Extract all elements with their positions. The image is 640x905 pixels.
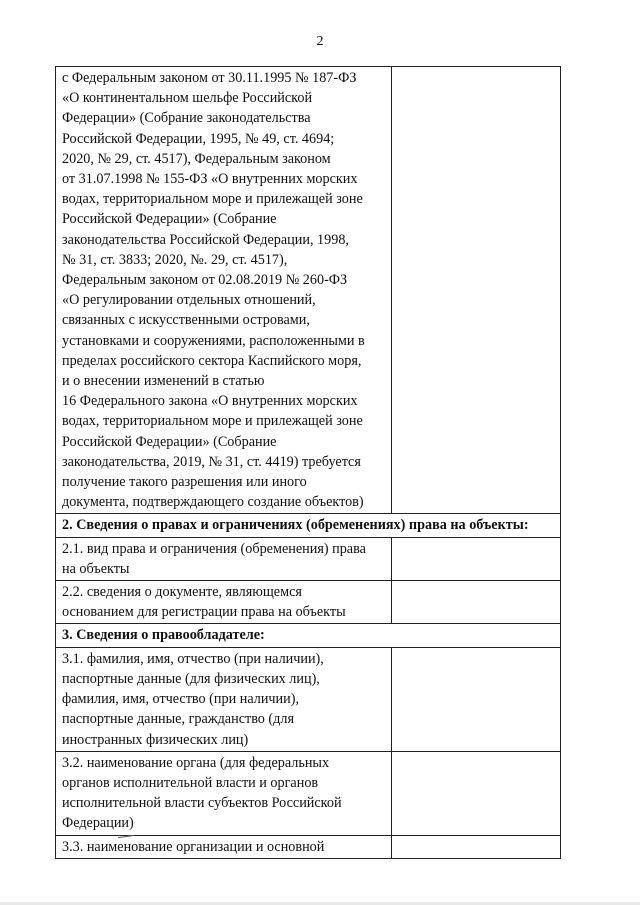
field-label-line: 2.2. сведения о документе, являющемся bbox=[62, 584, 302, 601]
field-label-line: получение такого разрешения или иного bbox=[62, 474, 307, 491]
field-label-line: 3.3. наименование организации и основной bbox=[62, 838, 325, 855]
field-value-cell bbox=[392, 647, 561, 751]
field-label-line: с Федеральным законом от 30.11.1995 № 187-ФЗ bbox=[62, 70, 357, 86]
field-label-line: 3.2. наименование органа (для федеральных bbox=[62, 754, 330, 771]
field-label-line: и о внесении изменений в статью bbox=[62, 373, 265, 390]
field-label-cell bbox=[56, 67, 392, 514]
field-label-line: законодательства Российской Федерации, 1998, bbox=[62, 231, 349, 248]
field-label-line: установками и сооружениями, расположенными в bbox=[62, 332, 365, 349]
field-label-line: «О континентальном шельфе Российской bbox=[62, 90, 313, 107]
field-label-line: «О регулировании отдельных отношений, bbox=[62, 292, 316, 309]
form-table bbox=[55, 66, 561, 859]
field-label-line: на объекты bbox=[62, 560, 130, 577]
field-row bbox=[56, 537, 561, 580]
field-label-line: № 31, ст. 3833; 2020, №. 29, ст. 4517), bbox=[62, 251, 288, 268]
field-label-line: законодательства, 2019, № 31, ст. 4419) требуется bbox=[62, 453, 361, 470]
field-label-line: иностранных физических лиц) bbox=[62, 731, 249, 748]
field-value-cell bbox=[392, 67, 561, 514]
field-label-line: Российской Федерации» (Собрание bbox=[62, 211, 277, 228]
page-number: 2 bbox=[316, 34, 324, 49]
field-value-cell bbox=[392, 835, 561, 858]
field-label-line: документа, подтверждающего создание объектов) bbox=[62, 494, 364, 511]
field-label-line: Российской Федерации» (Собрание bbox=[62, 433, 277, 450]
field-label-line: основанием для регистрации права на объекты bbox=[62, 604, 346, 621]
field-label-cell bbox=[56, 647, 392, 751]
field-row bbox=[56, 67, 561, 514]
field-label-line: 2.1. вид права и ограничения (обременения) права bbox=[62, 540, 366, 557]
field-label-line: 16 Федерального закона «О внутренних морских bbox=[62, 393, 358, 410]
field-value-cell bbox=[392, 751, 561, 835]
field-label-line: Федерации) bbox=[62, 815, 134, 832]
field-label-line: органов исполнительной власти и органов bbox=[62, 774, 319, 791]
field-label-line: паспортные данные, гражданство (для bbox=[62, 711, 294, 728]
field-label-cell bbox=[56, 537, 392, 580]
field-value-cell bbox=[392, 581, 561, 624]
field-label-line: фамилия, имя, отчество (при наличии), bbox=[62, 691, 300, 708]
field-label-line: 3.1. фамилия, имя, отчество (при наличии), bbox=[62, 650, 324, 667]
field-label-cell bbox=[56, 581, 392, 624]
field-label-line: от 31.07.1998 № 155-ФЗ «О внутренних морских bbox=[62, 171, 358, 188]
field-label-cell bbox=[56, 835, 392, 858]
field-label-line: связанных с искусственными островами, bbox=[62, 312, 310, 329]
field-value-cell bbox=[392, 537, 561, 580]
field-label-line: Федерации» (Собрание законодательства bbox=[62, 110, 311, 127]
field-label-line: пределах российского сектора Каспийского моря, bbox=[62, 352, 362, 369]
field-row bbox=[56, 751, 561, 835]
field-row bbox=[56, 835, 561, 858]
section-row bbox=[56, 624, 561, 647]
section-heading: 3. Сведения о правообладателе: bbox=[56, 624, 561, 647]
field-label-line: исполнительной власти субъектов Российской bbox=[62, 795, 342, 812]
field-label-line: водах, территориальном море и прилежащей зоне bbox=[62, 413, 363, 430]
field-label-line: водах, территориальном море и прилежащей зоне bbox=[62, 191, 363, 208]
section-heading: 2. Сведения о правах и ограничениях (обременениях) права на объекты: bbox=[56, 514, 561, 537]
field-row bbox=[56, 647, 561, 751]
section-row bbox=[56, 514, 561, 537]
field-row bbox=[56, 581, 561, 624]
field-label-line: Российской Федерации, 1995, № 49, ст. 4694; bbox=[62, 130, 335, 147]
field-label-line: паспортные данные (для физических лиц), bbox=[62, 670, 320, 687]
field-label-line: Федеральным законом от 02.08.2019 № 260-ФЗ bbox=[62, 272, 348, 289]
field-label-line: 2020, № 29, ст. 4517), Федеральным законом bbox=[62, 150, 331, 167]
field-label-cell bbox=[56, 751, 392, 835]
form-table-body bbox=[56, 67, 561, 859]
